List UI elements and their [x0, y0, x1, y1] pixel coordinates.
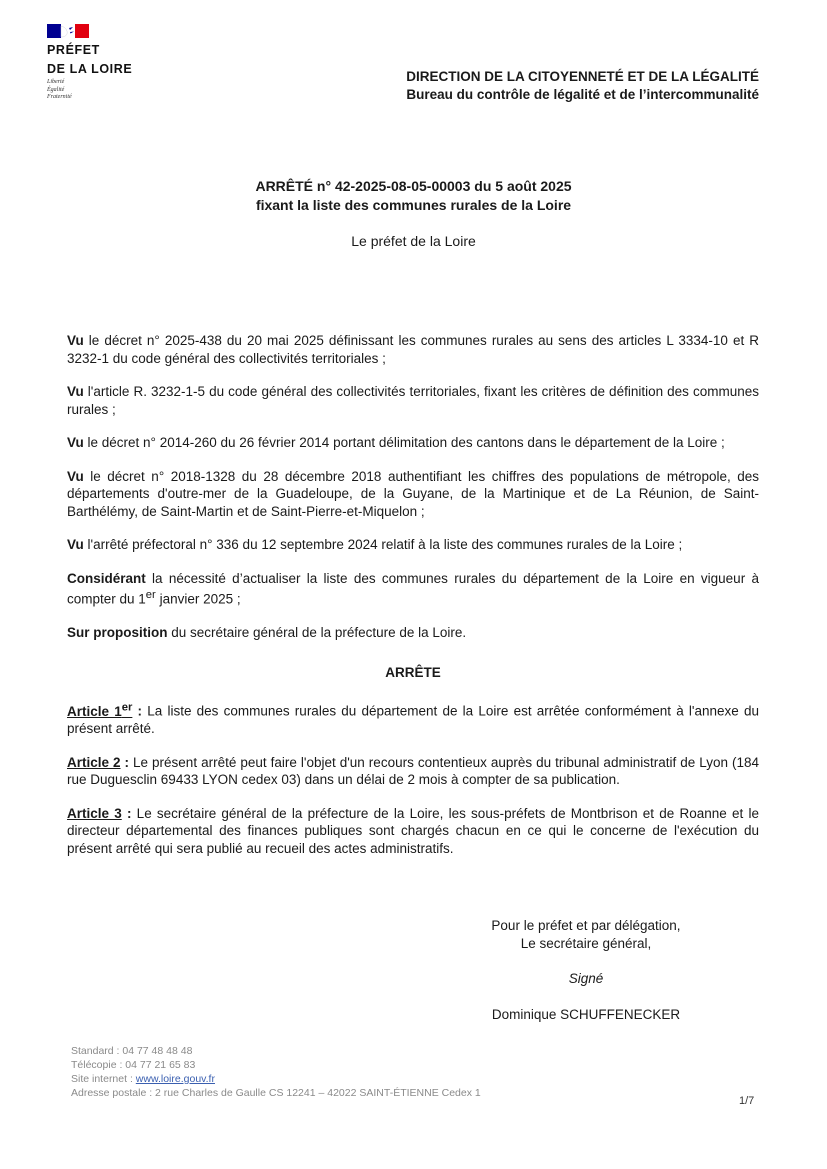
- direction-name: DIRECTION DE LA CITOYENNETÉ ET DE LA LÉGALITÉ: [406, 69, 759, 84]
- considerant-text-end: janvier 2025 ;: [155, 591, 241, 607]
- decree-number: ARRÊTÉ n° 42-2025-08-05-00003 du 5 août 2025: [255, 178, 572, 194]
- bureau-name: Bureau du contrôle de légalité et de l’intercommunalité: [406, 87, 759, 102]
- issuer-line: Le préfet de la Loire: [351, 233, 476, 249]
- article-label: Article 3: [67, 805, 122, 821]
- logo-title-line1: PRÉFET: [47, 43, 100, 57]
- visa-lead: Vu: [67, 384, 84, 399]
- website-link[interactable]: www.loire.gouv.fr: [135, 1073, 215, 1085]
- visa-text: le décret n° 2014-260 du 26 février 2014 portant délimitation des cantons dans le département de la Loire ;: [83, 435, 725, 450]
- visa-text: l'article R. 3232-1-5 du code général des collectivités territoriales, fixant les critères de définition des communes rurales ;: [67, 384, 759, 417]
- footer-website: Site internet : www.loire.gouv.fr: [71, 1073, 215, 1085]
- contact-footer: [71, 1044, 481, 1100]
- decree-title: [0, 177, 827, 215]
- article-paragraph: [67, 699, 759, 738]
- proposition-lead: Sur proposition: [67, 625, 168, 640]
- footer-standard: Standard : 04 77 48 48 48: [71, 1045, 193, 1057]
- article-label: Article 1er: [67, 701, 133, 719]
- article-separator: :: [132, 703, 143, 719]
- motto-egalite: Égalité: [47, 86, 65, 93]
- considerant-lead: Considérant: [67, 570, 146, 586]
- visa-lead: Vu: [67, 468, 84, 484]
- visa-paragraph: [67, 434, 759, 452]
- signatory-title: Le secrétaire général,: [520, 935, 652, 951]
- decree-body: [67, 332, 759, 873]
- footer-address: Adresse postale : 2 rue Charles de Gaulle CS 12241 – 42022 SAINT-ÉTIENNE Cedex 1: [71, 1087, 481, 1099]
- marianne-flag-icon: [47, 24, 89, 38]
- visa-lead: Vu: [67, 435, 84, 450]
- logo-title-line2: DE LA LOIRE: [47, 62, 133, 76]
- article-text: Le présent arrêté peut faire l'objet d'un recours contentieux auprès du tribunal administratif de Lyon (184 rue Duguesclin 69433 LYON cedex 03) dans un délai de 2 mois à compter de sa publication.: [67, 754, 760, 787]
- prefecture-logo: [47, 24, 167, 102]
- ordinal-suffix: er: [145, 589, 156, 601]
- signature-block: [450, 917, 722, 1023]
- visa-paragraph: [67, 332, 759, 367]
- visa-lead: Vu: [67, 333, 84, 348]
- delegation-line: Pour le préfet et par délégation,: [491, 918, 681, 933]
- article-paragraph: [67, 754, 759, 789]
- article-text: La liste des communes rurales du département de la Loire est arrêtée conformément à l'annexe du présent arrêté.: [67, 703, 759, 736]
- visa-text: le décret n° 2018-1328 du 28 décembre 2018 authentifiant les chiffres des populations de métropole, des départements d'outre-mer de la Guadeloupe, de la Guyane, de la Martinique et de La Réunion, de Saint-Barthélémy, de Saint-Martin et de Saint-Pierre-et-Miquelon ;: [67, 468, 759, 519]
- article-paragraph: [67, 805, 759, 858]
- visa-lead: Vu: [67, 537, 84, 552]
- signatory-name: Dominique SCHUFFENECKER: [491, 1006, 681, 1022]
- article-text: Le secrétaire général de la préfecture de la Loire, les sous-préfets de Montbrison et de Roanne et le directeur départemental des finances publiques sont chargés chacun en ce qui le concerne de l'exécution du présent arrêté qui sera publié au recueil des actes administratifs.: [67, 805, 759, 856]
- article-separator: :: [120, 754, 130, 770]
- decree-subject: fixant la liste des communes rurales de la Loire: [255, 197, 572, 213]
- issuing-department: [406, 68, 759, 104]
- article-separator: :: [121, 805, 132, 821]
- motto-liberte: Liberté: [47, 79, 65, 85]
- visa-text: le décret n° 2025-438 du 20 mai 2025 définissant les communes rurales au sens des articles L 3334-10 et R 3232-1 du code général des collectivités territoriales ;: [67, 333, 759, 366]
- considerant-text: la nécessité d’actualiser la liste des communes rurales du département de la Loire en vigueur à compter du 1: [67, 570, 759, 607]
- signed-mention: Signé: [568, 971, 604, 986]
- visa-paragraph: [67, 468, 759, 521]
- page-number: 1/7: [739, 1095, 755, 1107]
- logo-motto: [47, 79, 167, 102]
- proposition-paragraph: [67, 624, 759, 642]
- visa-paragraph: [67, 383, 759, 418]
- motto-fraternite: Fraternité: [47, 94, 72, 100]
- decision-heading: ARRÊTE: [385, 664, 441, 680]
- visa-text: l'arrêté préfectoral n° 336 du 12 septembre 2024 relatif à la liste des communes rurales de la Loire ;: [83, 537, 683, 552]
- proposition-text: du secrétaire général de la préfecture de la Loire.: [167, 625, 467, 640]
- visa-paragraph: [67, 536, 759, 554]
- considerant-paragraph: [67, 570, 759, 609]
- article-label: Article 2: [67, 754, 121, 770]
- footer-fax: Télécopie : 04 77 21 65 83: [71, 1059, 196, 1071]
